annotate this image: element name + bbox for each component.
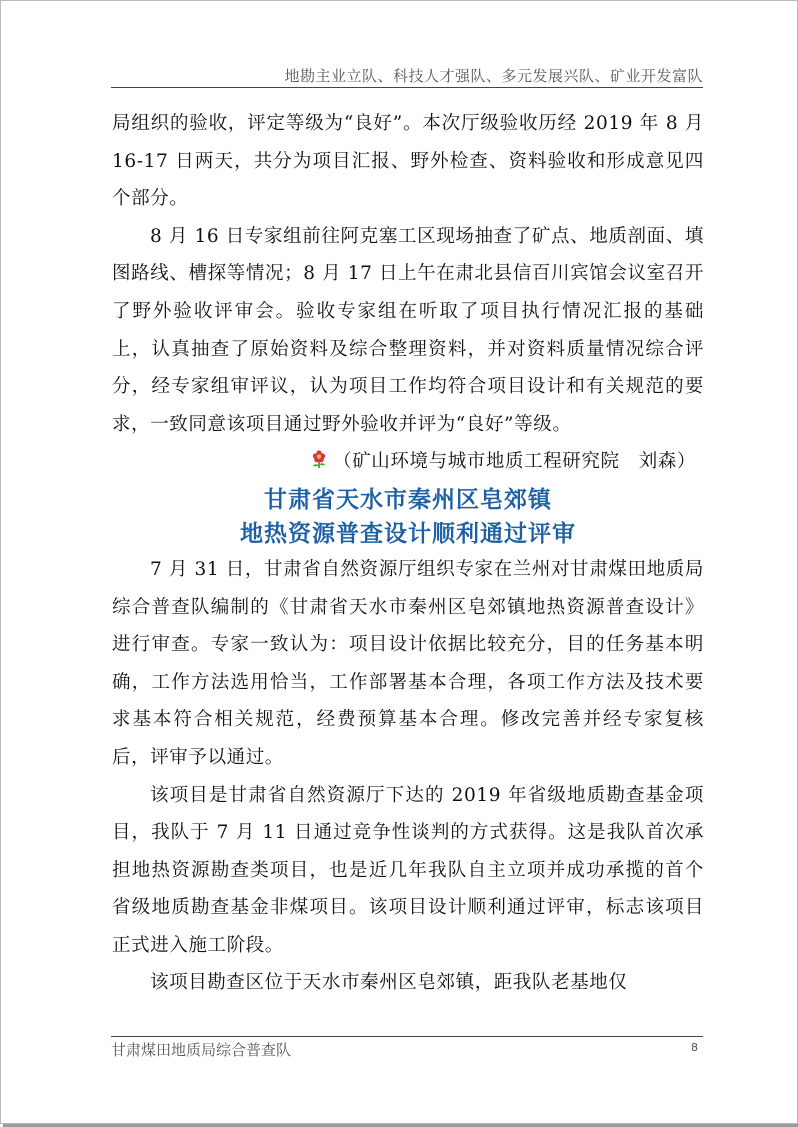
footer-organization: 甘肃煤田地质局综合普查队 <box>111 1041 292 1059</box>
article2-title-line-2: 地热资源普查设计顺利通过评审 <box>240 519 576 547</box>
article1-paragraph-2: 8 月 16 日专家组前往阿克塞工区现场抽查了矿点、地质剖面、填图路线、槽探等情况；8 月 17 日上午在肃北县信百川宾馆会议室召开了野外验收评审会。验收专家组在听取了项目执行情况汇报的基础上，认真抽查了原始资料及综合整理资料，并对资料质量情况综合评分，经专家组审评议，认为项目工作均符合项目设计和有关规范的要求，一致同意该项目通过野外验收并评为“良好”等级。 <box>112 225 704 435</box>
footer-divider <box>111 1036 703 1037</box>
article2-title-line-1: 甘肃省天水市秦州区皂郊镇 <box>264 485 552 513</box>
article2-paragraph-2: 该项目是甘肃省自然资源厅下达的 2019 年省级地质勘查基金项目，我队于 7 月 11 日通过竞争性谈判的方式获得。这是我队首次承担地热资源勘查类项目，也是近几年我队自主立项并成功承揽的首个省级地质勘查基金非煤项目。该项目设计顺利通过评审，标志该项目正式进入施工阶段。 <box>112 784 704 956</box>
article1-signature: （矿山环境与城市地质工程研究院 刘森） <box>333 451 696 473</box>
article1-signature-line <box>112 443 704 481</box>
page-content <box>112 105 704 1002</box>
article1-paragraph-1: 局组织的验收，评定等级为“良好”。本次厅级验收历经 2019 年 8 月 16-17 日两天，共分为项目汇报、野外检查、资料验收和形成意见四个部分。 <box>112 113 704 210</box>
header-divider <box>111 87 703 88</box>
page-number: 8 <box>691 1041 698 1054</box>
article2-paragraph-1: 7 月 31 日，甘肃省自然资源厅组织专家在兰州对甘肃煤田地质局综合普查队编制的《甘肃省天水市秦州区皂郊镇地热资源普查设计》进行审查。专家一致认为：项目设计依据比较充分，目的任务基本明确，工作方法选用恰当，工作部署基本合理，各项工作方法及技术要求基本符合相关规范，经费预算基本合理。修改完善并经专家复核后，评审予以通过。 <box>112 558 704 768</box>
running-header: 地勘主业立队、科技人才强队、多元发展兴队、矿业开发富队 <box>284 67 703 85</box>
flower-icon <box>309 445 329 465</box>
article2-paragraph-3: 该项目勘查区位于天水市秦州区皂郊镇，距我队老基地仅 <box>150 972 628 994</box>
